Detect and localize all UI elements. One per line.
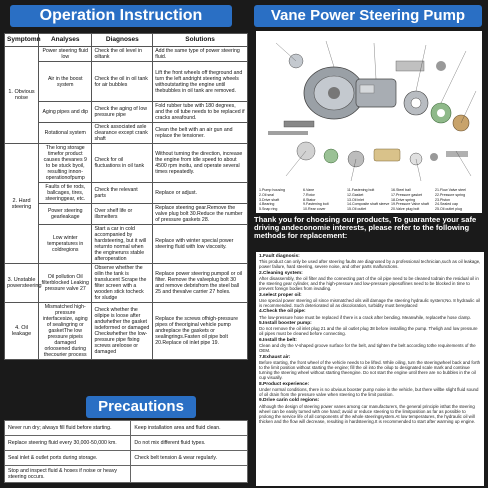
analysis-cell: The long storage timefor product causes thevanes 9 to be stuck byoil, resulting innon-operationofpump [39,144,92,183]
diagnosis-cell: Check associated axle clearance except crank shaft [92,123,153,144]
solution-cell: Without turning the direction, increase the engine from idle speed to about 4500 rpm inoitu, and operate several times repeatedly. [153,144,248,183]
precaution-cell: Stop and inspect fluid & hoses if noise or heavy steering occurs. [5,466,131,483]
diagnosis-table [4,33,248,360]
table-row [5,144,248,183]
analysis-cell: Faults of tie rods, ballcages, tires, steeringgear, etc. [39,183,92,204]
method-title: 9.Drive carin cold regions: [259,398,320,404]
solution-cell: Clean the belt with an air gun and replace the tensioner. [153,123,248,144]
legend-item: 24.Sealed cap [435,202,458,207]
legend-item: 6.Vane [303,188,315,192]
diagnosis-cell: Observe whether the oilin the tank is translucent Scrape the filter screen with a wooden stick tocheck for sludge [92,264,153,303]
solution-cell: Replace the screws ofhigh-pressure pipes of theoriginal vehicle pump andreplace the gaskets or sealingrings.Fasten oil pipe bolt 20.Replace oil inlet pipe 19. [153,303,248,360]
table-row [5,264,248,303]
symptom-cell: 2. Hard steering [5,144,39,264]
legend-item: 14.Composite shaft sleeve [347,202,390,207]
symptom-cell: 1. Obvious noise [5,47,39,144]
table-row [5,303,248,360]
table-row [5,62,248,102]
legend-item: 20.Valve plug bolt [391,207,420,212]
method-title: 6.Install the belt: [259,337,297,343]
precaution-row [5,421,248,436]
legend-item: 23.Piston [435,197,450,202]
method-item [259,293,481,308]
method-item [259,338,481,353]
analysis-cell: Mismatched high-pressure interfacesize, aging of sealingring or gasketThe low pressure pipeis damaged orloosened during thecourier process [39,303,92,360]
method-text: This product can only be used after steering faults are diagnosed by a professional technician,such as oil leakage, power failure, hard steering, severe noise, and other parts malfunctions. [259,259,481,270]
precaution-cell: Do not mix different fluid types. [131,436,248,451]
legend-item: 11.Fastening bolt [347,188,375,192]
method-title: 7.Exhaust air: [259,354,291,360]
precaution-cell [131,466,248,483]
symptom-cell: 3. Unstable powersteering [5,264,39,303]
table-row [5,204,248,225]
parts-legend [256,187,482,213]
diagnosis-cell: Check the relevant parts [92,183,153,204]
legend-item: 2.Oil seal [259,192,274,197]
replacement-methods [256,252,484,486]
method-item [259,382,481,397]
header-diagnoses: Diagnoses [92,34,153,47]
legend-item: 10.Rear cover [303,207,326,212]
legend-item: 17.Pressure gasket [391,192,422,197]
precaution-row [5,451,248,466]
legend-item: 25.Oil outlet plug [435,207,462,212]
legend-item: 22.Pressure spring [435,192,466,197]
diagnosis-cell: Check the aging of low pressure pipe [92,102,153,123]
analysis-cell: Aging pipes and dip [39,102,92,123]
method-text: Under normal conditions, there is no obvious booster pump noise in the vehicle, but there willbe slight fluid sound of oil drain from the pressure valve when steering to the limit position. [259,386,479,397]
precaution-cell: Check belt tension & wear regularly. [131,451,248,466]
method-title: 2.Cleaning system: [259,270,303,276]
method-title: 3.select proper oil: [259,292,302,298]
pump-exploded-diagram [256,31,482,187]
pump-title-banner: Vane Power Steering Pump [254,5,482,27]
diagnosis-cell: Over shelf life or illsmelters [92,204,153,225]
method-title: 4.Check the oil pipe: [259,309,306,315]
legend-item: 7.Rotor [303,192,315,197]
legend-item: 3.Drive shaft [259,197,280,202]
precaution-cell: Keep installation area and fluid clean. [131,421,248,436]
diagnosis-cell: Check whether the oilpipe is loose after andwhether the gasket isdeformed or damaged Checkwhether the low-pressure pipe fixing screws areloose or damaged [92,303,153,360]
header-symptom: Symptomn [5,34,39,47]
table-row [5,225,248,264]
analysis-cell: Low winter temperatures in coldregions [39,225,92,264]
table-row [5,102,248,123]
thank-you-note: Thank you for choosing our products, To guarantee your safe driving andeconomie interests, please refer to the following methods for replacement: [254,215,477,241]
solution-cell: Replace steering gear.Remove the valve plug bolt 30.Reduce the number of pressure gaskets 28. [153,204,248,225]
table-row [5,47,248,62]
solution-cell: Lift the front wheels off theground and turn the left andright steering wheels withoutstarting the engine until thebubbles in oil tank are removed. [153,62,248,102]
analysis-cell: Power steering gearleakage [39,204,92,225]
legend-item: 9.Fastening bolt [303,202,329,207]
method-text: Do not remove the oil inlet plug 21 and the oil outlet plug 38 before installing the pump. Theligh and low pressure oil pipes must be cleaned before connecting. [259,326,478,337]
method-text: Clean and dry the V-shaped groove surface for the belt, and tighten the belt according tothe requirements of the OEM. [259,343,476,354]
precaution-cell: Replace steering fluid every 30,000-50,000 km. [5,436,131,451]
precaution-row [5,436,248,451]
method-text: Before starting, the front wheel of the vehicle needs to be lifted. While oiling, turn the steeringwheel back and forth to the limit position without starting the engine; fill the oil into the oilup to designated scale mark and continue turning the steering wheel without starting theengine. Do not start the engine until there are no bubbles in the oil cup visually. [259,360,481,381]
solution-cell: Replace with winter special power steering fluid with low viscosity. [153,225,248,264]
method-item [259,271,481,291]
diagnosis-cell: Check for oil fluctuations in oil tank [92,144,153,183]
pump-diagram-svg [256,31,482,187]
diagnosis-cell: Start a car in cold accompanied by hardsteering, but it will returnto normal when the engineruns stable afteroperation [92,225,153,264]
precaution-row [5,466,248,483]
analysis-cell: Oil pollution Oil filterblocked Leaking pressure valve 27 [39,264,92,303]
precaution-cell: Seal inlet & outlet ports during storage. [5,451,131,466]
method-text: Use special power steering oil since mismatched oils will damage the steering hydraulic system;No. 8 hydraulic oil is recommended. Such deteriorated oil as discoloration, turbidity must bereplaced [259,297,481,308]
symptom-cell: 4. Oil leakage [5,303,39,360]
diagnosis-cell: Check the oil in oil tank for air bubbles [92,62,153,102]
method-item [259,321,481,336]
solution-cell: Replace power steering pumpoil or oil filter. Remove the valveplug bolt 30 and remove debrisfrom the steel ball 25 and thevalve carrier 27 holes. [153,264,248,303]
analysis-cell: Air in the boost system [39,62,92,102]
header-solutions: Solutions [153,34,248,47]
method-text: After disassembly, the oil filter and the connecting part of the oil pipe need to be cleaned todrain the residual oil in the steering gear cylinder, and the high-pressure and low-pressure pipesoflines need to be blocked in time to prevent foreign bodies from invading. [259,276,479,292]
legend-item: 15.Oil outlet [347,207,367,212]
method-text: Although the design of steering power vanes among car manufacturers, the general principle isthat the steering wheel can be easily turned with one hand; avoid or reduce steering to the limitposition as far as possible to prolong the service life of all components of the whole steeringsystem.At low temperatures, the hydraulic oil will thicken and the flow will decrease, resulting in hardsteering.It is recommended to start after warming up engine. [259,403,476,424]
legend-item: 12.Gasket [347,192,364,197]
solution-cell: Fold rubber tube with 180 degrees, and the oil tube needs to be replaced if cracks areafound. [153,102,248,123]
legend-item: 19.Pressure Valve shaft [391,202,429,207]
diagnosis-cell: Check the oil level in oiltank [92,47,153,62]
legend-item: 5.Snap ring [259,207,278,212]
method-title: 1.Fault diagnosis: [259,254,300,259]
precautions-banner: Precautions [86,396,196,418]
legend-item: 18.Drive spring [391,197,416,202]
legend-item: 4.Bearing [259,202,275,207]
table-row [5,183,248,204]
precaution-cell: Never run dry; always fill fluid before starting. [5,421,131,436]
header-analyses: Analyses [39,34,92,47]
method-item [259,309,481,319]
legend-item: 13.Oil inlet [347,197,364,202]
method-text: The low-pressure hose must be replaced if there is a crack after bending. Meanwhile, replacethe hose clamp. [259,314,472,320]
method-item [259,355,481,380]
method-title: 8.Product experience: [259,381,310,387]
legend-item: 16.Steel ball [391,188,411,192]
solution-cell: Add the same type of power steering fluid. [153,47,248,62]
operation-instruction-banner: Operation Instruction [10,5,232,27]
analysis-cell: Rotational system [39,123,92,144]
solution-cell: Replace or adjust. [153,183,248,204]
table-row [5,123,248,144]
precautions-table [4,420,248,483]
method-item [259,254,481,269]
legend-item: 8.Stator [303,197,316,202]
legend-item: 1.Pump housing [259,188,285,192]
method-title: 5.Install booster pump: [259,321,312,327]
analysis-cell: Power steering fluid low [39,47,92,62]
legend-item: 21.Flow Valve steel [435,188,466,192]
method-item [259,398,481,423]
